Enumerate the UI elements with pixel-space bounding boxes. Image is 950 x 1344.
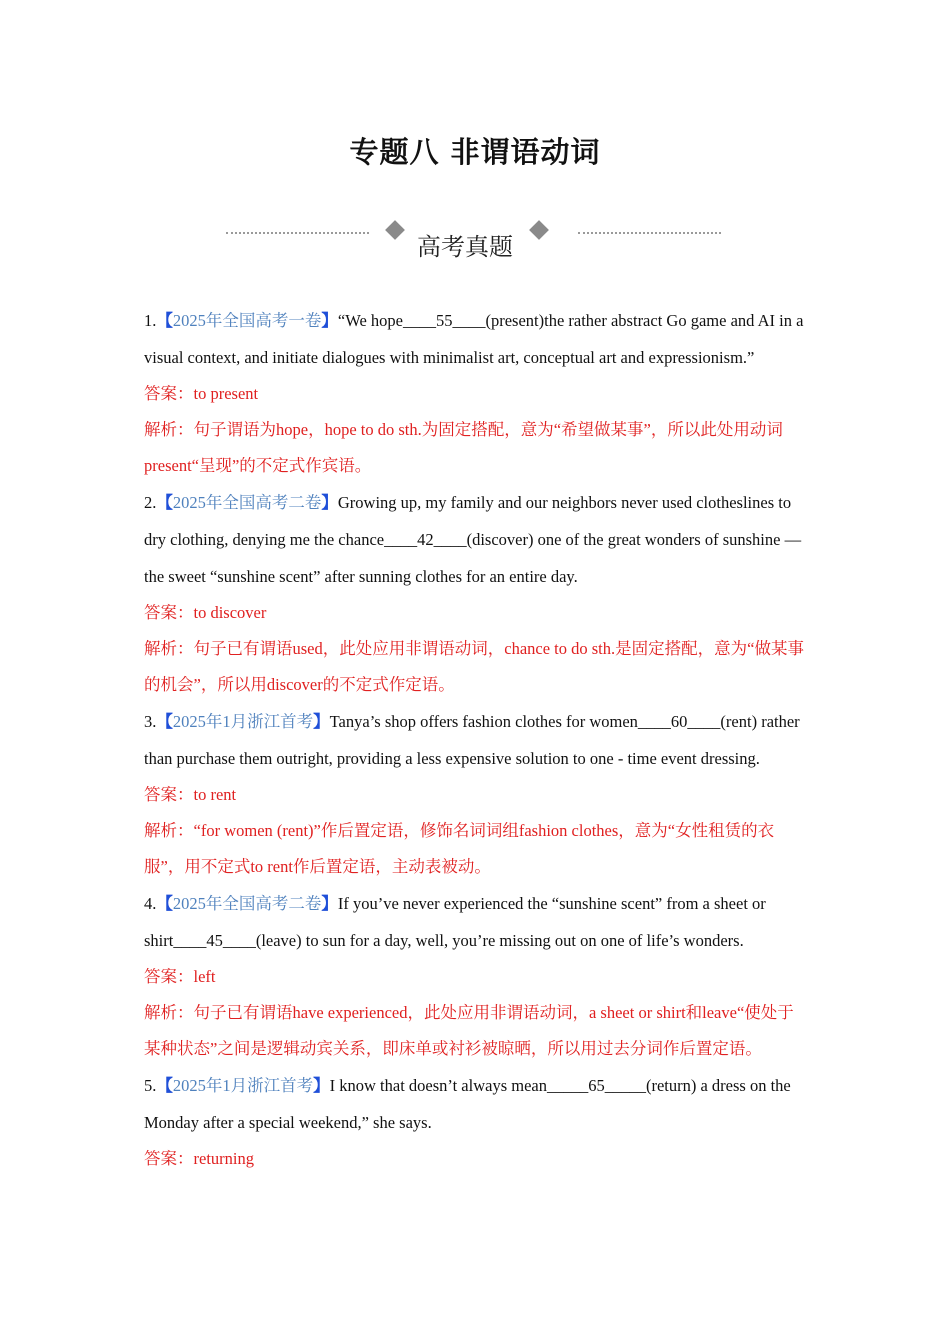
explanation-label: 解析： xyxy=(144,420,194,439)
explanation-label: 解析： xyxy=(144,639,194,658)
answer-value: left xyxy=(193,967,216,986)
page-title: 专题八 非谓语动词 xyxy=(349,135,601,169)
question-body: “We hope____55____(present)the rather abstract Go game and AI in a visual context, and initiate dialogues with minimalist art, conceptual art and expressionism.” xyxy=(144,311,804,367)
explanation-text: 句子已有谓语have experienced，此处应用非谓语动词，a sheet or shirt和leave“使处于某种状态”之间是逻辑动宾关系，即床单或衬衫被晾晒，所以用过去分词作后置定语。 xyxy=(144,1003,794,1058)
explanation-line xyxy=(144,631,809,703)
bracket-close: 】 xyxy=(321,493,338,512)
question-body: Tanya’s shop offers fashion clothes for women____60____(rent) rather than purchase them outright, providing a less expensive solution to one - time event dressing. xyxy=(144,712,800,768)
answer-line xyxy=(144,777,809,813)
answer-label: 答案： xyxy=(144,1149,194,1168)
question-source: 2025年全国高考二卷 xyxy=(172,894,322,913)
question-number: 5. xyxy=(144,1076,157,1095)
question-text xyxy=(144,302,809,376)
explanation-label: 解析： xyxy=(144,821,194,840)
answer-line xyxy=(144,376,809,412)
question-number: 3. xyxy=(144,712,157,731)
question-list xyxy=(144,302,809,1177)
explanation-label: 解析： xyxy=(144,1003,194,1022)
answer-line xyxy=(144,959,809,995)
explanation-line xyxy=(144,412,809,484)
bracket-close: 】 xyxy=(321,894,338,913)
bracket-close: 】 xyxy=(313,712,330,731)
explanation-line xyxy=(144,995,809,1067)
question-source: 2025年1月浙江首考 xyxy=(172,712,314,731)
answer-value: returning xyxy=(193,1149,254,1168)
explanation-text: “for women (rent)”作后置定语，修饰名词词组fashion clothes，意为“女性租赁的衣服”，用不定式to rent作后置定语，主动表被动。 xyxy=(144,821,775,876)
dotted-divider-right xyxy=(578,232,721,234)
explanation-text: 句子谓语为hope，hope to do sth.为固定搭配，意为“希望做某事”，所以此处用动词present“呈现”的不定式作宾语。 xyxy=(144,420,783,475)
question-source: 2025年全国高考一卷 xyxy=(172,311,322,330)
bracket-open: 【 xyxy=(156,311,173,330)
question-item xyxy=(144,484,809,703)
answer-label: 答案： xyxy=(144,384,194,403)
question-item xyxy=(144,1067,809,1177)
bracket-close: 】 xyxy=(321,311,338,330)
question-item xyxy=(144,302,809,484)
answer-value: to present xyxy=(193,384,259,403)
question-source: 2025年全国高考二卷 xyxy=(172,493,322,512)
question-body: If you’ve never experienced the “sunshine scent” from a sheet or shirt____45____(leave) to sun for a day, well, you’re missing out on one of life’s wonders. xyxy=(144,894,766,950)
answer-label: 答案： xyxy=(144,603,194,622)
answer-label: 答案： xyxy=(144,785,194,804)
bracket-open: 【 xyxy=(156,894,173,913)
question-body: I know that doesn’t always mean_____65_____(return) a dress on the Monday after a special weekend,” she says. xyxy=(144,1076,791,1132)
question-body: Growing up, my family and our neighbors never used clotheslines to dry clothing, denying me the chance____42____(discover) one of the great wonders of sunshine — the sweet “sunshine scent” after sunning clothes for an entire day. xyxy=(144,493,802,586)
question-item xyxy=(144,703,809,885)
answer-value: to discover xyxy=(193,603,267,622)
explanation-line xyxy=(144,813,809,885)
question-text xyxy=(144,703,809,777)
question-number: 1. xyxy=(144,311,157,330)
question-item xyxy=(144,885,809,1067)
bracket-open: 【 xyxy=(156,712,173,731)
bracket-close: 】 xyxy=(313,1076,330,1095)
answer-label: 答案： xyxy=(144,967,194,986)
dotted-divider-left xyxy=(226,232,369,234)
question-number: 4. xyxy=(144,894,157,913)
bracket-open: 【 xyxy=(156,493,173,512)
explanation-text: 句子已有谓语used，此处应用非谓语动词，chance to do sth.是固定搭配，意为“做某事的机会”，所以用discover的不定式作定语。 xyxy=(144,639,804,694)
answer-line xyxy=(144,595,809,631)
answer-line xyxy=(144,1141,809,1177)
question-text xyxy=(144,885,809,959)
question-text xyxy=(144,484,809,595)
bracket-open: 【 xyxy=(156,1076,173,1095)
section-heading: 高考真题 xyxy=(417,233,513,261)
question-text xyxy=(144,1067,809,1141)
section-banner xyxy=(0,213,950,273)
diamond-icon xyxy=(529,220,549,240)
question-number: 2. xyxy=(144,493,157,512)
answer-value: to rent xyxy=(193,785,237,804)
question-source: 2025年1月浙江首考 xyxy=(172,1076,314,1095)
